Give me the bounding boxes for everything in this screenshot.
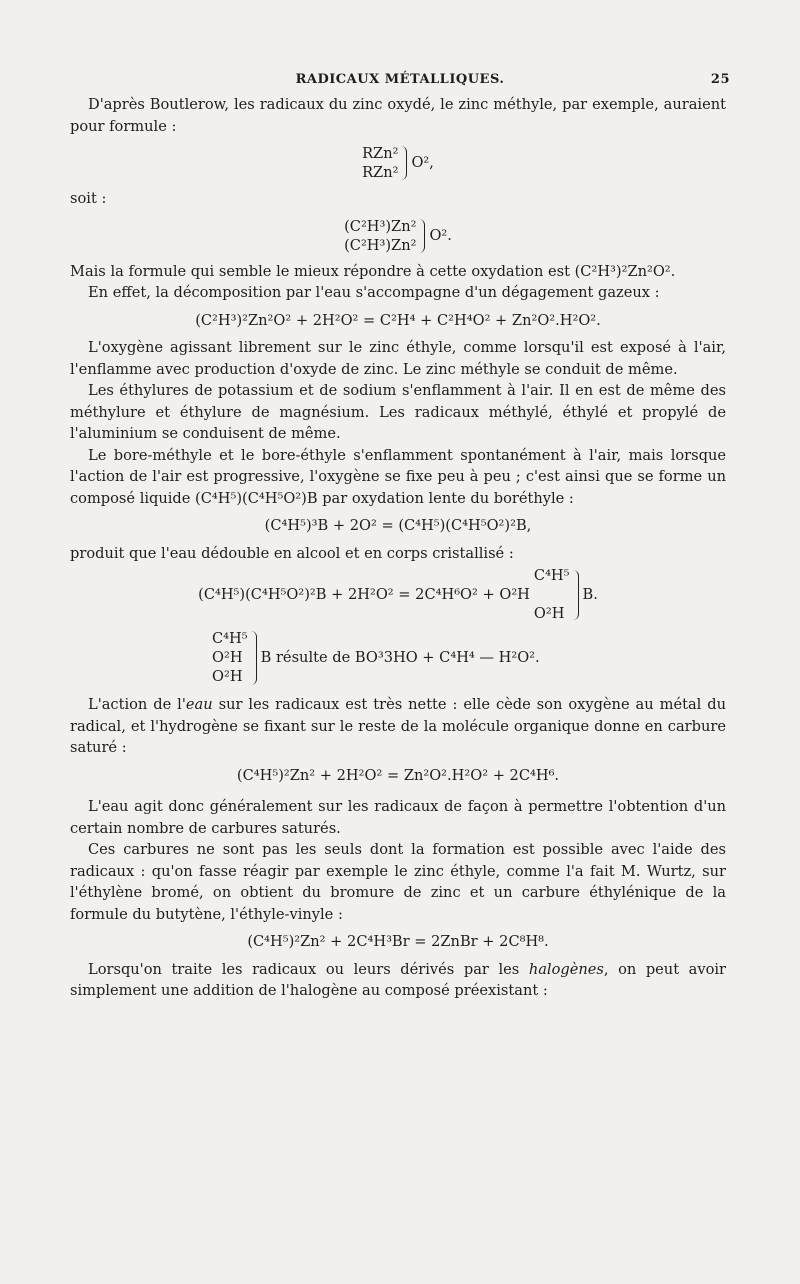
right-brace (401, 146, 407, 180)
formula-hydrolysis-left: (C⁴H⁵)(C⁴H⁵O²)²B + 2H²O² = 2C⁴H⁶O² + O²H (198, 585, 530, 603)
formula-ethyl-top: (C²H³)Zn² (344, 217, 417, 235)
right-brace (251, 631, 257, 685)
formula-ethyl-vinyl: (C⁴H⁵)²Zn² + 2C⁴H³Br = 2ZnBr + 2C⁸H⁸. (247, 933, 549, 950)
formula-boric-derivation (212, 629, 726, 686)
formula-hydrolysis-stack-bottom: O²H (533, 605, 565, 622)
paragraph-action-eau-end: sur les radicaux est très nette : elle cède son oxygène au métal du radical, et l'hydrogène se fixant sur le reste de la molécule organique donne en carbure saturé : (70, 696, 727, 756)
page-body (70, 94, 726, 1002)
soit-label: soit : (70, 190, 107, 207)
formula-zinc-ethyl-hydrolysis: (C⁴H⁵)²Zn² + 2H²O² = Zn²O².H²O² + 2C⁴H⁶. (236, 766, 560, 784)
formula-boric-text: B résulte de BO³3HO + C⁴H⁴ — H²O². (260, 648, 540, 666)
formula-decomposition: (C²H³)²Zn²O² + 2H²O² = C²H⁴ + C²H⁴O² + Zn²O².H²O². (195, 311, 601, 329)
paragraph-boutlerow: D'après Boutlerow, les radicaux du zinc oxydé, le zinc méthyle, par exemple, auraient pour formule : (70, 96, 726, 135)
running-header (70, 72, 730, 92)
formula-rzn-bottom: RZn² (362, 164, 399, 181)
formula-rzn-oxygen: O², (411, 154, 434, 172)
paragraph-halogenes-start: Lorsqu'on traite les radicaux ou leurs dérivés par les (88, 960, 529, 978)
formula-hydrolysis (70, 566, 726, 623)
paragraph-action-eau (70, 694, 726, 759)
formula-ethyl-bottom: (C²H³)Zn² (344, 236, 417, 254)
paragraph-produit: produit que l'eau dédouble en alcool et en corps cristallisé : (70, 544, 514, 562)
formula-boric-stack-mid: O²H (212, 649, 243, 666)
paragraph-bore: Le bore-méthyle et le bore-éthyle s'enflamment spontanément à l'air, mais lorsque l'action de l'air est progressive, l'oxygène se fixe peu à peu ; c'est ainsi que se forme un composé liquide (C⁴H⁵)(C⁴H⁵O²)B par oxydation lente du boréthyle : (70, 446, 726, 507)
paragraph-en-effet: En effet, la décomposition par l'eau s'accompagne d'un dégagement gazeux : (88, 284, 660, 301)
formula-boric-stack-bottom: O²H (212, 668, 243, 685)
emphasis-eau: eau (185, 696, 213, 713)
paragraph-halogenes (70, 959, 726, 1002)
right-brace (573, 570, 579, 620)
header-title: RADICAUX MÉTALLIQUES. (295, 72, 505, 87)
formula-hydrolysis-stack-mid (534, 585, 570, 604)
formula-ethyl-zinc-oxide (70, 216, 726, 255)
formula-hydrolysis-stack-top: C⁴H⁵ (533, 567, 570, 584)
formula-ethyl-oxygen: O². (429, 226, 452, 244)
paragraph-mais: Mais la formule qui semble le mieux répondre à cette oxydation est (C²H³)²Zn²O². (70, 262, 676, 280)
formula-rzn (70, 143, 726, 182)
formula-boric-stack-top: C⁴H⁵ (212, 630, 248, 647)
emphasis-halogenes: halogènes (528, 960, 604, 978)
formula-hydrolysis-right: B. (582, 585, 598, 603)
paragraph-oxygene: L'oxygène agissant librement sur le zinc éthyle, comme lorsqu'il est exposé à l'air, l'enflamme avec production d'oxyde de zinc. Le zinc méthyle se conduit de même. (70, 339, 726, 378)
formula-rzn-top: RZn² (362, 145, 399, 162)
paragraph-action-eau-start: L'action de l' (88, 696, 186, 713)
formula-borethyl-oxidation: (C⁴H⁵)³B + 2O² = (C⁴H⁵)(C⁴H⁵O²)²B, (264, 517, 532, 534)
paragraph-eau-agit: L'eau agit donc généralement sur les radicaux de façon à permettre l'obtention d'un certain nombre de carbures saturés. (70, 798, 726, 837)
paragraph-ethylures: Les éthylures de potassium et de sodium s'enflamment à l'air. Il en est de même des méthylure et éthylure de magnésium. Les radicaux méthylé, éthylé et propylé de l'aluminium se conduisent de même. (70, 382, 726, 442)
page-number: 25 (710, 72, 730, 87)
paragraph-carbures: Ces carbures ne sont pas les seuls dont la formation est possible avec l'aide des radicaux : qu'on fasse réagir par exemple le zinc éthyle, comme l'a fait M. Wurtz, sur l'éthylène bromé, on obtient du bromure de zinc et un carbure éthylénique de la formule du butytène, l'éthyle-vinyle : (70, 841, 726, 923)
paragraph-halogenes-end: , on peut avoir simplement une addition de l'halogène au composé préexistant : (70, 960, 727, 999)
right-brace (419, 219, 425, 253)
